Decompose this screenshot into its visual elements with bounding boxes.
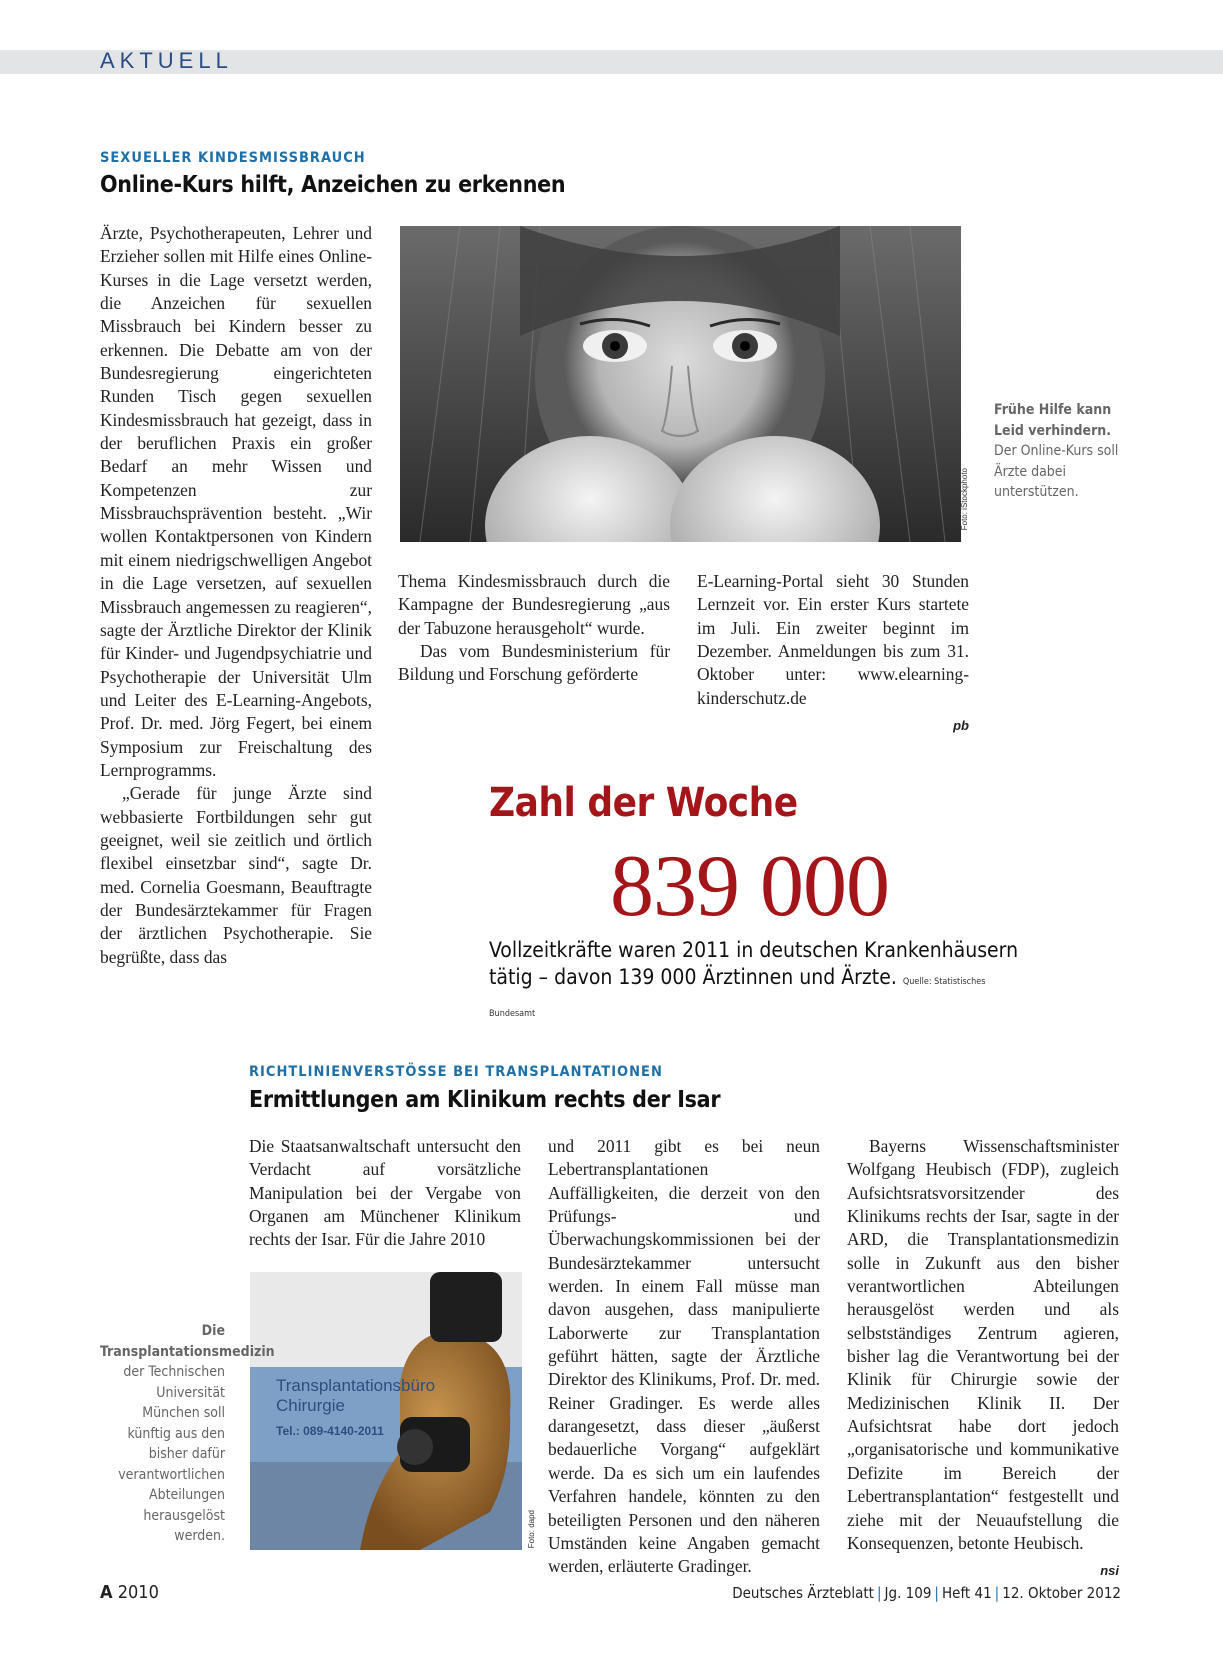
zahl-text: Vollzeitkräfte waren 2011 in deutschen Krankenhäusern tätig – davon 139 000 Ärztinnen und Ärzte. — [489, 938, 1019, 989]
article1-photo-credit: Foto: iStockphoto — [960, 468, 969, 531]
article2-caption — [100, 1321, 275, 1547]
article2-caption-bold: Die Transplantationsmedizin — [100, 1323, 275, 1360]
article1-col3-paragraph: E-Learning-Portal sieht 30 Stunden Lernzeit vor. Ein erster Kurs startete im Juli. Ein zweiter beginnt im Dezember. Anmeldungen bis zum 31. Oktober unter: www.elearning-kinderschutz.de — [697, 571, 969, 708]
article2-column-1 — [249, 1135, 521, 1252]
zahl-description — [489, 937, 1029, 1028]
journal-issue: Heft 41 — [941, 1584, 992, 1602]
article2-caption-text: der Technischen Universität München soll künftig aus den bisher dafür verantwortlichen Abteilungen herausgelöst werden. — [118, 1364, 225, 1544]
article1-kicker: SEXUELLER KINDESMISSBRAUCH — [100, 150, 366, 166]
zahl-title: Zahl der Woche — [489, 780, 798, 826]
zahl-source: Quelle: Statistisches Bundesamt — [489, 977, 986, 1019]
page-letter: A — [100, 1582, 113, 1603]
article1-col1-paragraph: „Gerade für junge Ärzte sind webbasierte Fortbildungen sehr gut geeignet, weil sie zeitlich und örtlich flexibel einsetzbar sind“, sagte Dr. med. Cornelia Goesmann, Beauftragte der Bundesärztekammer für Fragen der ärztlichen Psychotherapie. Sie begrüßte, dass das — [100, 783, 372, 967]
sign-line-1: Transplantationsbüro — [276, 1376, 436, 1395]
article2-col1-paragraph: Die Staatsanwaltschaft untersucht den Verdacht auf vorsätzliche Manipulation bei der Vergabe von Organen am Münchener Klinikum rechts der Isar. Für die Jahre 2010 — [249, 1136, 521, 1250]
article2-kicker: RICHTLINIENVERSTÖSSE BEI TRANSPLANTATIONEN — [249, 1064, 663, 1080]
journal-date: 12. Oktober 2012 — [1002, 1584, 1121, 1602]
article2-signature: nsi — [1100, 1563, 1119, 1579]
article1-col1-paragraph: Ärzte, Psychotherapeuten, Lehrer und Erzieher sollen mit Hilfe eines Online-Kurses in die Lage versetzt werden, die Anzeichen für sexuellen Missbrauch bei Kindern besser zu erkennen. Die Debatte am von der Bundesregierung eingerichteten Runden Tisch gegen sexuellen Kindesmissbrauch hat gezeigt, dass in der beruflichen Praxis ein großer Bedarf an mehr Wissen und Kompetenzen zur Missbrauchsprävention besteht. „Wir wollen Kontaktpersonen von Kindern mit einem niedrigschwelligen Angebot in die Lage versetzen, auf sexuellen Missbrauch angemessen zu reagieren“, sagte der Ärztliche Direktor der Klinik für Kinder- und Jugendpsychiatrie und Psychotherapie der Universität Ulm und Leiter des E-Learning-Angebots, Prof. Dr. med. Jörg Fegert, bei einem Symposium zur Freischaltung des Lernprogramms. — [100, 223, 372, 780]
journal-volume: Jg. 109 — [884, 1584, 932, 1602]
article1-photo — [400, 226, 961, 542]
article2-column-2 — [548, 1135, 820, 1579]
article2-headline: Ermittlungen am Klinikum rechts der Isar — [249, 1087, 721, 1113]
article1-column-2 — [398, 570, 670, 687]
article1-signature: pb — [953, 718, 969, 734]
sign-line-3: Tel.: 089-4140-2011 — [276, 1424, 384, 1438]
article1-headline: Online-Kurs hilft, Anzeichen zu erkennen — [100, 172, 566, 198]
article2-col2-paragraph: und 2011 gibt es bei neun Lebertransplantationen Auffälligkeiten, die derzeit von den Prüfungs- und Überwachungskommissionen bei der Bundesärztekammer untersucht werden. In einem Fall müsse man davon ausgehen, dass manipulierte Laborwerte zur Transplantation geführt hätten, sagte der Ärztliche Direktor des Klinikums, Prof. Dr. med. Reiner Gradinger. Es werde alles darangesetzt, dass dieser „äußerst bedauerliche Vorgang“ aufgeklärt werde. Da es sich um ein laufendes Verfahren handele, könnten zu den beteiligten Personen und den näheren Umständen keine Angaben gemacht werden, erläuterte Gradinger. — [548, 1136, 820, 1577]
article1-column-3 — [697, 570, 969, 737]
article2-col3-paragraph: Bayerns Wissenschaftsminister Wolfgang Heubisch (FDP), zugleich Aufsichtsratsvorsitzender des Klinikums rechts der Isar, sagte in der ARD, die Transplantationsmedizin solle in Zukunft aus den bisher verantwortlichen Abteilungen herausgelöst werden und als selbstständiges Zentrum agieren, bisher lag die Verantwortung bei der Klinik für Chirurgie sowie der Medizinischen Klinik II. Der Aufsichtsrat habe dort jedoch „organisatorische und kommunikative Defizite im Bereich der Lebertransplantation“ festgestellt und ziehe mit der Neuaufstellung die Konsequenzen, betonte Heubisch. — [847, 1136, 1119, 1553]
article1-caption-text: Der Online-Kurs soll Ärzte dabei unterstützen. — [994, 443, 1119, 500]
article1-col2-paragraph: Das vom Bundesministerium für Bildung und Forschung geförderte — [398, 641, 670, 685]
page-number-value: 2010 — [117, 1582, 159, 1603]
zahl-number: 839 000 — [610, 838, 889, 935]
journal-name: Deutsches Ärzteblatt — [732, 1584, 874, 1602]
article2-column-3 — [847, 1135, 1119, 1583]
page-number — [100, 1582, 159, 1603]
section-title: AKTUELL — [100, 48, 233, 73]
article1-column-1 — [100, 222, 372, 969]
article1-caption — [994, 400, 1124, 503]
girl-portrait-image — [400, 226, 961, 542]
article2-photo — [250, 1272, 522, 1550]
article1-caption-bold: Frühe Hilfe kann Leid verhindern. — [994, 402, 1112, 439]
sign-line-2: Chirurgie — [276, 1396, 345, 1415]
journal-info: Deutsches Ärzteblatt | Jg. 109 | Heft 41 | 12. Oktober 2012 — [732, 1584, 1121, 1602]
article1-col2-paragraph: Thema Kindesmissbrauch durch die Kampagne der Bundesregierung „aus der Tabuzone herausgeholt“ wurde. — [398, 571, 670, 638]
article2-photo-credit: Foto: dapd — [527, 1510, 536, 1549]
